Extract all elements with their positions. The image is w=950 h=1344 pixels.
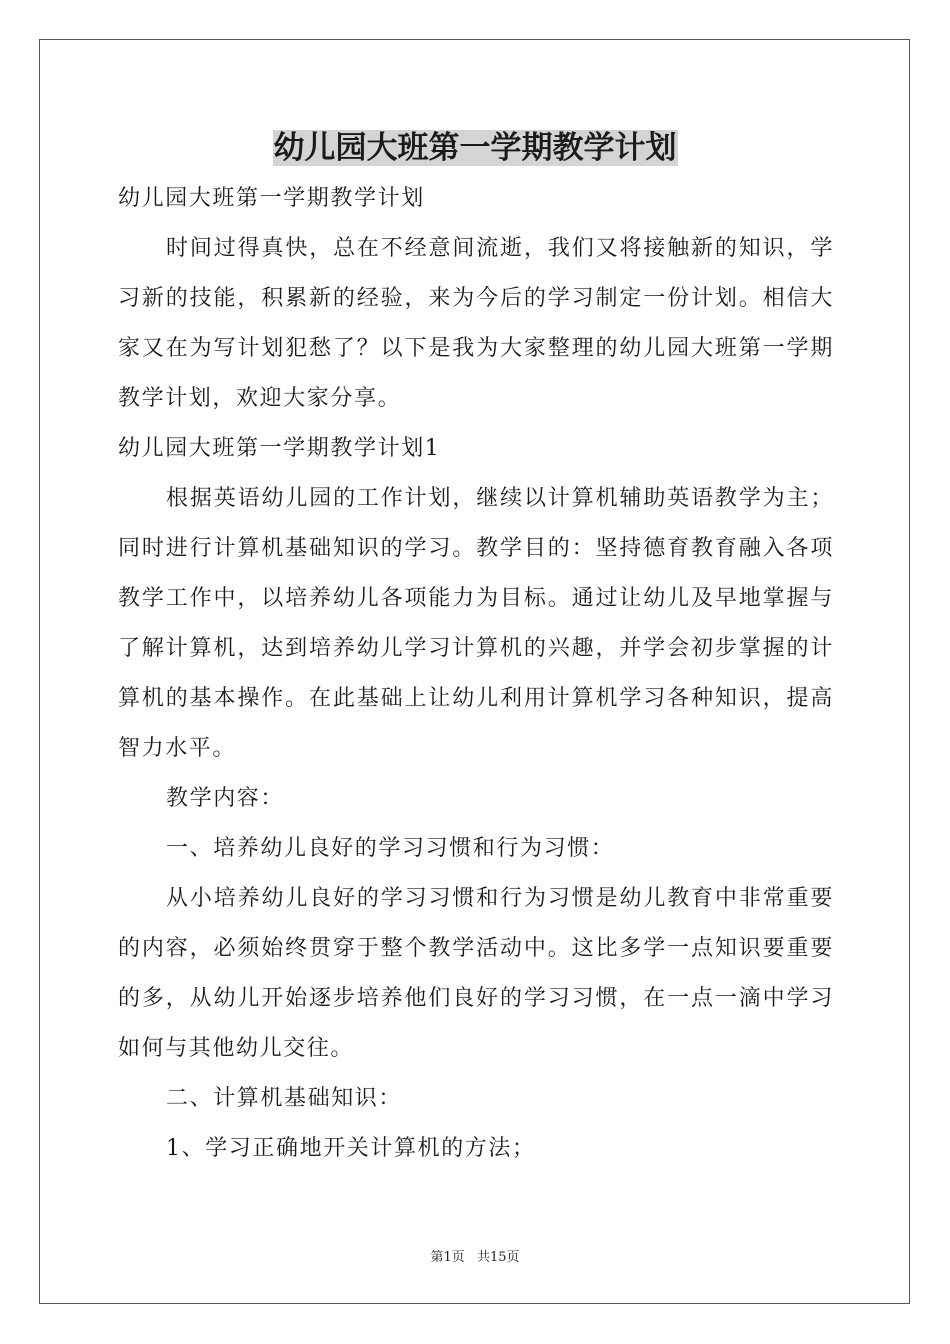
- page-number: 第1页: [430, 1250, 465, 1265]
- item-1-heading: 一、培养幼儿良好的学习习惯和行为习惯：: [166, 836, 615, 861]
- title-text: 幼儿园大班第一学期教学计划: [273, 130, 677, 166]
- page-total: 共15页: [476, 1250, 520, 1265]
- subtitle: 幼儿园大班第一学期教学计划: [118, 186, 425, 211]
- item-2-sub-1: 1、学习正确地开关计算机的方法；: [166, 1136, 536, 1161]
- item-1-body: 从小培养幼儿良好的学习习惯和行为习惯是幼儿教育中非常重要的内容，必须始终贯穿于整个教学活动中。这比多学一点知识要重要的多，从幼儿开始逐步培养他们良好的学习习惯，在一点一滴中学习如何与其他幼儿交往。: [118, 886, 834, 1061]
- paragraph-1: 根据英语幼儿园的工作计划，继续以计算机辅助英语教学为主；同时进行计算机基础知识的学习。教学目的：坚持德育教育融入各项教学工作中，以培养幼儿各项能力为目标。通过让幼儿及早地掌握与了解计算机，达到培养幼儿学习计算机的兴趣，并学会初步掌握的计算机的基本操作。在此基础上让幼儿利用计算机学习各种知识，提高智力水平。: [118, 486, 834, 761]
- document-title: [0, 126, 950, 170]
- content-label: 教学内容：: [166, 786, 285, 811]
- page-footer: [0, 1249, 950, 1267]
- intro-paragraph: 时间过得真快，总在不经意间流逝，我们又将接触新的知识，学习新的技能，积累新的经验，来为今后的学习制定一份计划。相信大家又在为写计划犯愁了？以下是我为大家整理的幼儿园大班第一学期教学计划，欢迎大家分享。: [118, 236, 834, 411]
- item-2-heading: 二、计算机基础知识：: [166, 1086, 403, 1111]
- section-heading: 幼儿园大班第一学期教学计划1: [118, 436, 441, 461]
